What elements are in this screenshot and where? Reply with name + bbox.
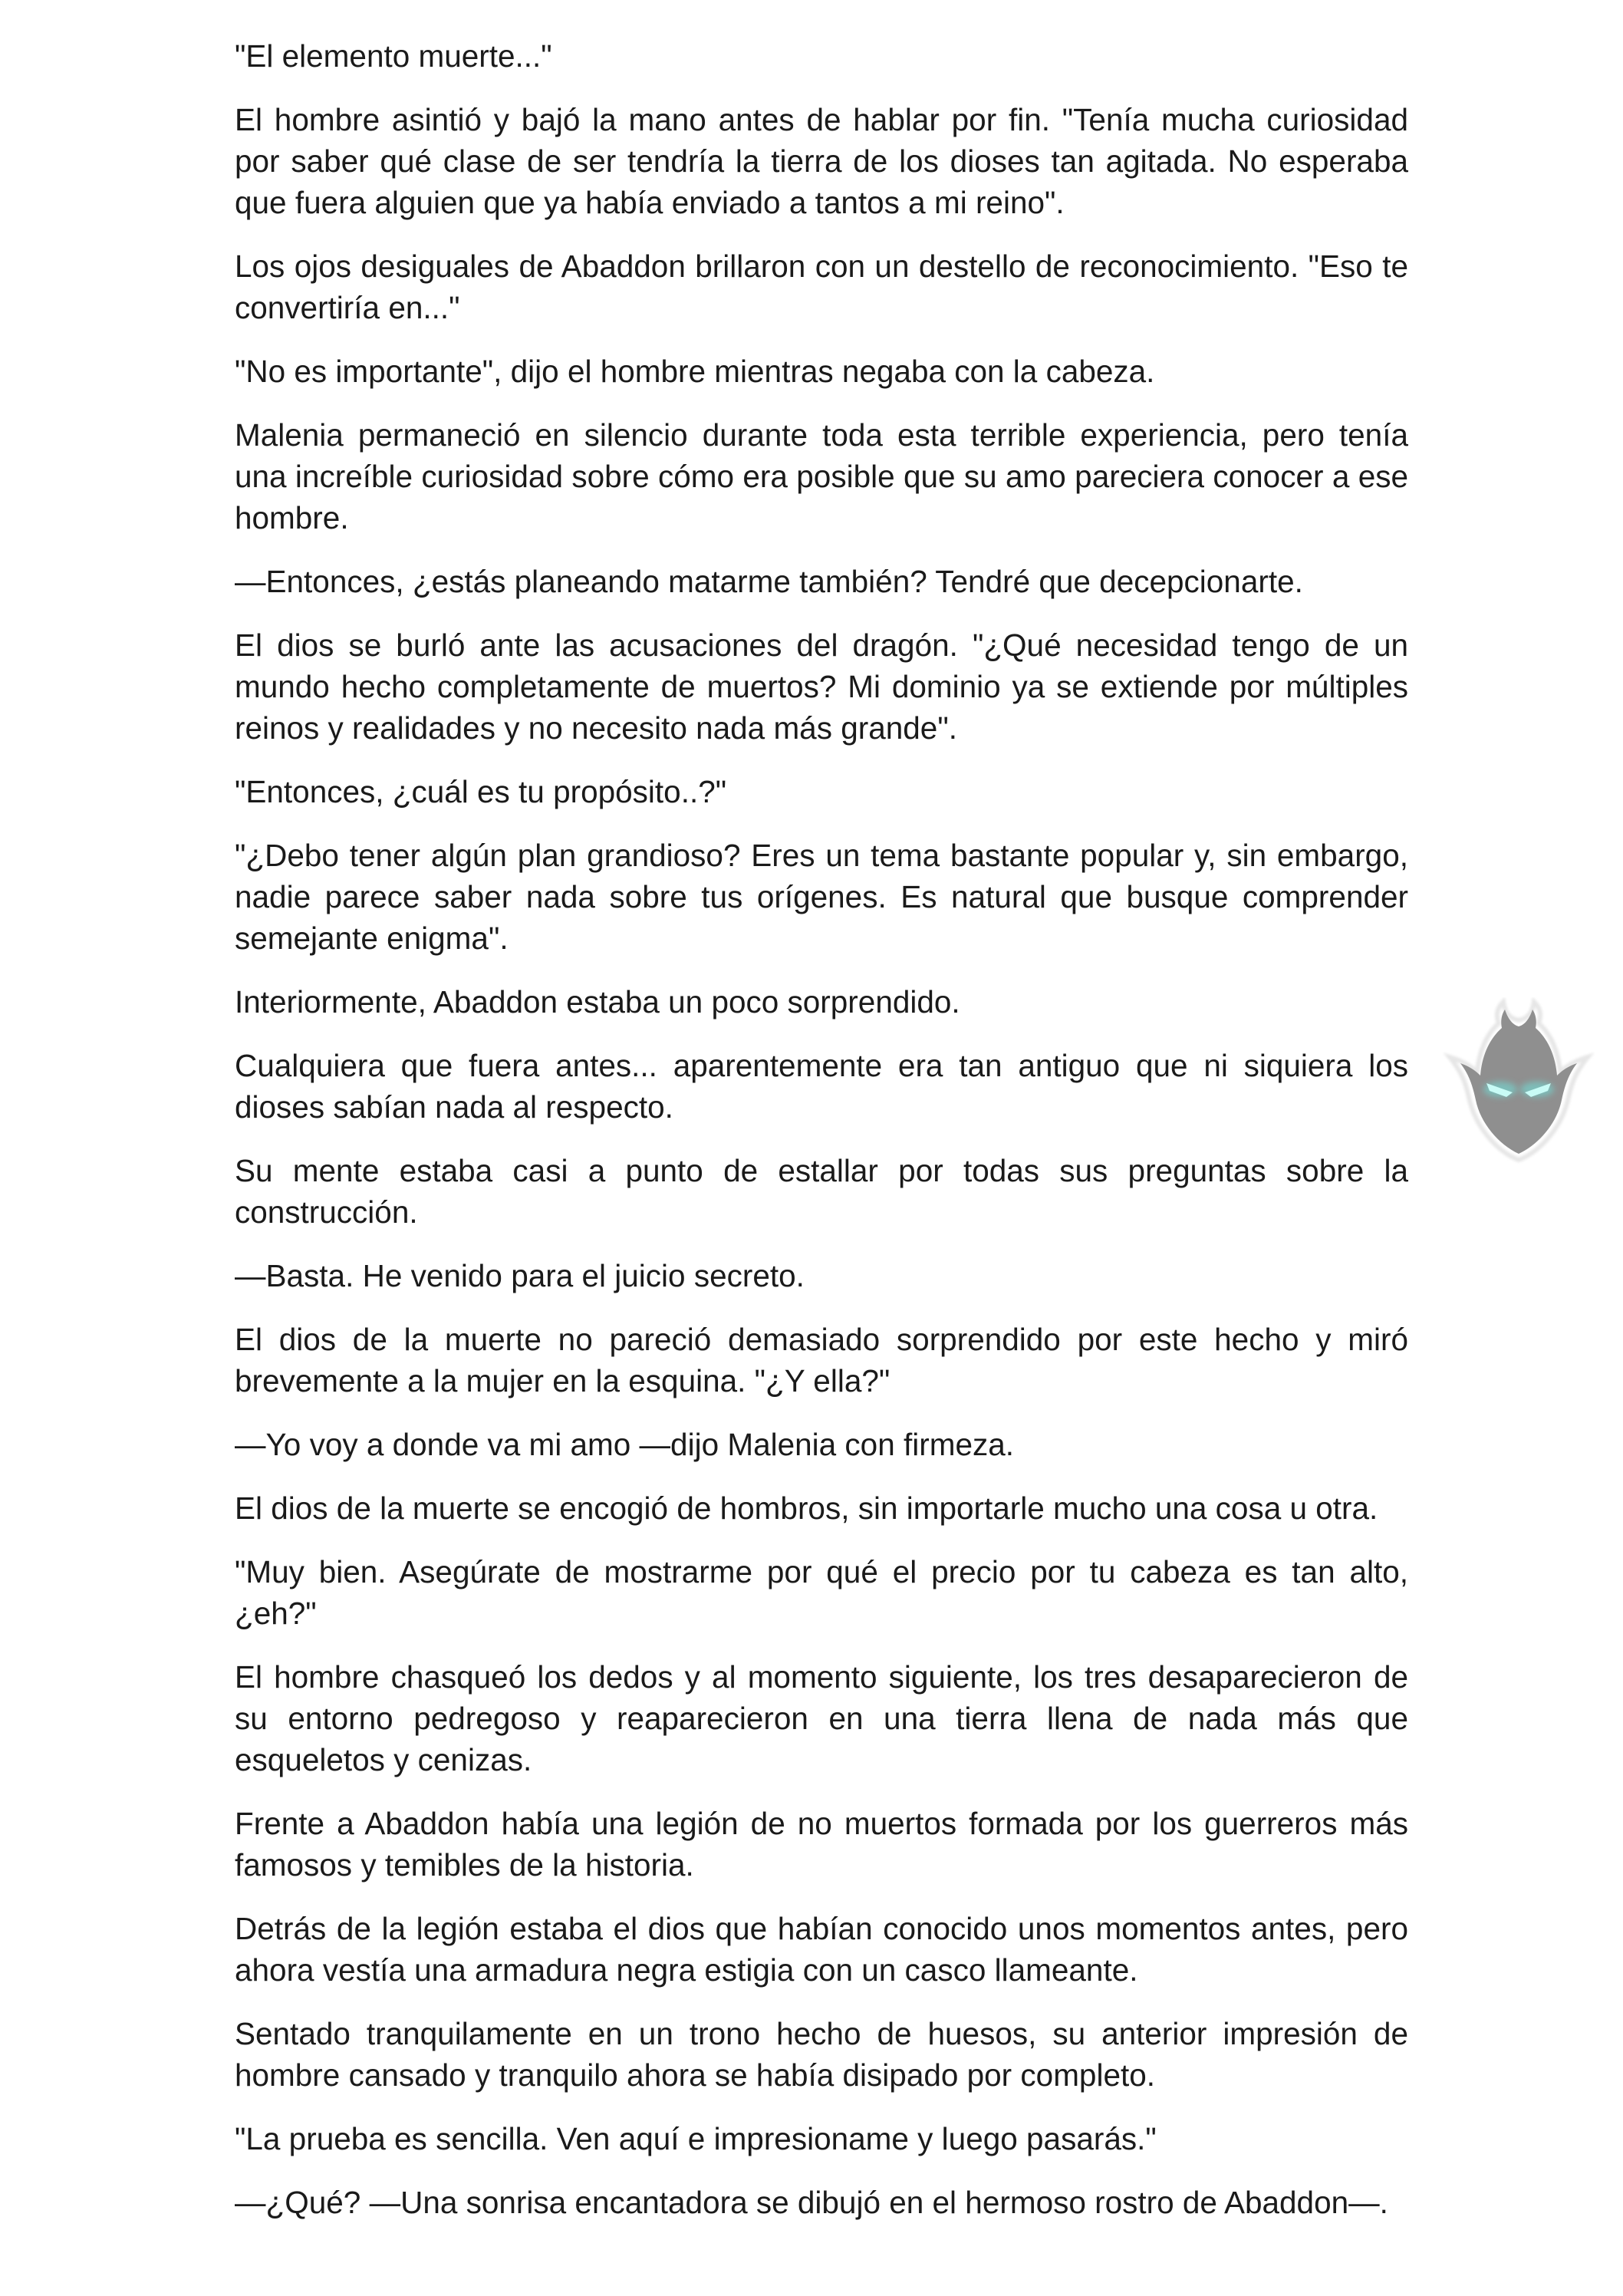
paragraph-17: "Muy bien. Asegúrate de mostrarme por qué el precio por tu cabeza es tan alto, ¿eh?" (235, 1554, 1408, 1631)
paragraph-13: —Basta. He venido para el juicio secreto. (235, 1258, 805, 1293)
paragraph-15: —Yo voy a donde va mi amo —dijo Malenia con firmeza. (235, 1427, 1015, 1462)
paragraph-2: El hombre asintió y bajó la mano antes de hablar por fin. "Tenía mucha curiosidad por saber qué clase de ser tendría la tierra de los dioses tan agitada. No esperaba que fuera alguien que ya había enviado a tantos a mi reino". (235, 102, 1408, 220)
demon-head-icon (1442, 997, 1595, 1166)
paragraph-1: "El elemento muerte..." (235, 38, 552, 74)
paragraph-21: Sentado tranquilamente en un trono hecho de huesos, su anterior impresión de hombre cansado y tranquilo ahora se había disipado por completo. (235, 2016, 1408, 2093)
paragraph-7: El dios se burló ante las acusaciones del dragón. "¿Qué necesidad tengo de un mundo hecho completamente de muertos? Mi dominio ya se extiende por múltiples reinos y realidades y no necesito nada más grande". (235, 628, 1408, 746)
paragraph-9: "¿Debo tener algún plan grandioso? Eres un tema bastante popular y, sin embargo, nadie parece saber nada sobre tus orígenes. Es natural que busque comprender semejante enigma". (235, 838, 1408, 956)
paragraph-23: —¿Qué? —Una sonrisa encantadora se dibujó en el hermoso rostro de Abaddon—. (235, 2185, 1388, 2220)
paragraph-6: —Entonces, ¿estás planeando matarme también? Tendré que decepcionarte. (235, 564, 1303, 599)
paragraph-12: Su mente estaba casi a punto de estallar por todas sus preguntas sobre la construcción. (235, 1153, 1408, 1230)
paragraph-14: El dios de la muerte no pareció demasiado sorprendido por este hecho y miró brevemente a la mujer en la esquina. "¿Y ella?" (235, 1322, 1408, 1398)
document-page (235, 35, 1408, 2245)
paragraph-5: Malenia permaneció en silencio durante toda esta terrible experiencia, pero tenía una increíble curiosidad sobre cómo era posible que su amo pareciera conocer a ese hombre. (235, 417, 1408, 535)
paragraph-10: Interiormente, Abaddon estaba un poco sorprendido. (235, 984, 960, 1020)
paragraph-18: El hombre chasqueó los dedos y al momento siguiente, los tres desaparecieron de su entorno pedregoso y reaparecieron en una tierra llena de nada más que esqueletos y cenizas. (235, 1659, 1408, 1777)
paragraph-16: El dios de la muerte se encogió de hombros, sin importarle mucho una cosa u otra. (235, 1491, 1378, 1526)
paragraph-11: Cualquiera que fuera antes... aparentemente era tan antiguo que ni siquiera los dioses sabían nada al respecto. (235, 1048, 1408, 1125)
paragraph-22: "La prueba es sencilla. Ven aquí e impresioname y luego pasarás." (235, 2121, 1157, 2156)
paragraph-3: Los ojos desiguales de Abaddon brillaron con un destello de reconocimiento. "Eso te convertiría en..." (235, 249, 1408, 325)
paragraph-20: Detrás de la legión estaba el dios que habían conocido unos momentos antes, pero ahora vestía una armadura negra estigia con un casco llameante. (235, 1911, 1408, 1988)
paragraph-4: "No es importante", dijo el hombre mientras negaba con la cabeza. (235, 354, 1155, 389)
paragraph-8: "Entonces, ¿cuál es tu propósito..?" (235, 774, 727, 809)
paragraph-19: Frente a Abaddon había una legión de no muertos formada por los guerreros más famosos y temibles de la historia. (235, 1806, 1408, 1883)
